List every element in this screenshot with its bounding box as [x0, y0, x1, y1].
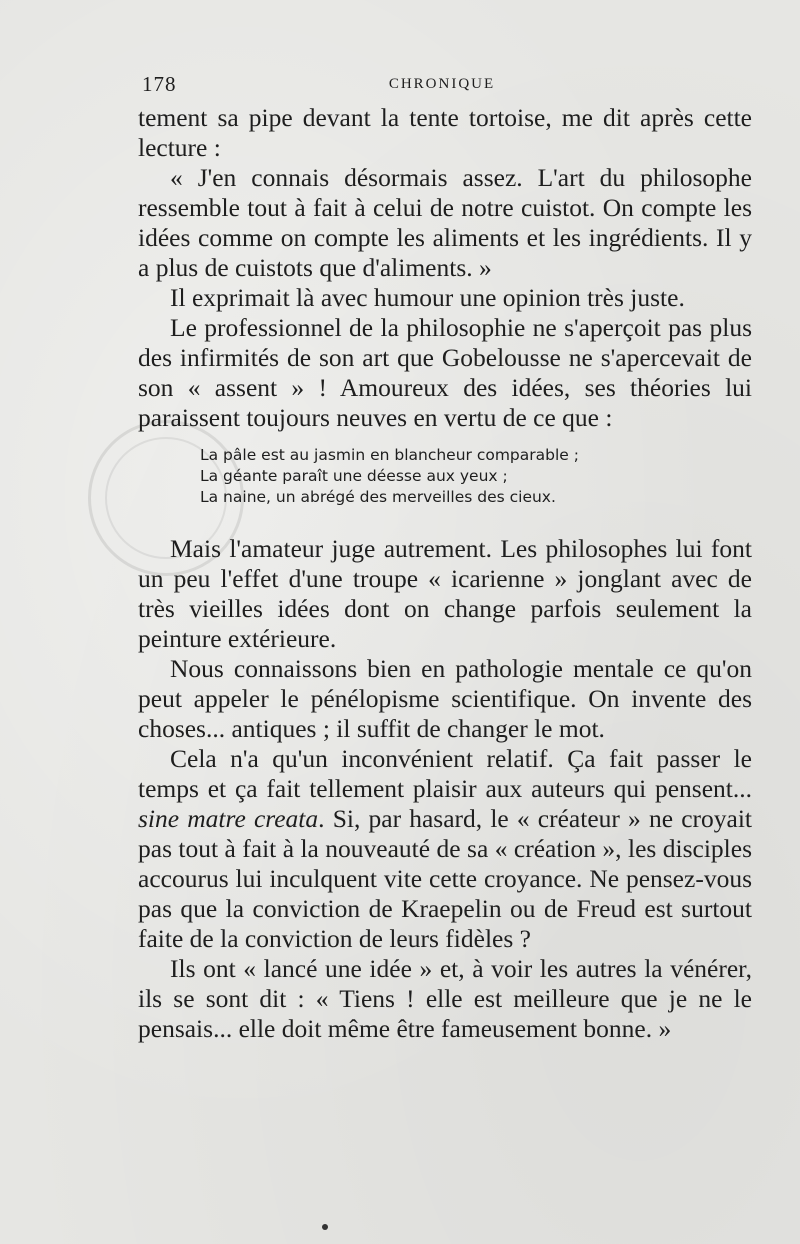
paragraph-lance-une-idee: Ils ont « lancé une idée » et, à voir les autres la vénérer, ils se sont dit : « Tiens ! elle est meilleure que je ne le pensais... elle doit même être fameusement bonne. » — [138, 954, 752, 1043]
verse-line: La géante paraît une déesse aux yeux ; — [200, 467, 508, 485]
paragraph-continuation: tement sa pipe devant la tente tortoise, me dit après cette lecture : — [138, 103, 752, 162]
footer-dot — [322, 1224, 328, 1230]
paragraph-quote-cuistot: « J'en connais désormais assez. L'art du philosophe ressemble tout à fait à celui de notre cuistot. On compte les idées comme on compte les aliments et les ingrédients. Il y a plus de cuistots que d'aliments. » — [138, 163, 752, 282]
paragraph-penelopisme: Nous connaissons bien en pathologie mentale ce qu'on peut appeler le pénélopisme scientifique. On invente des choses... antiques ; il suffit de changer le mot. — [138, 654, 752, 743]
page-header — [142, 72, 742, 96]
verse-quote — [200, 445, 752, 508]
body-text — [138, 103, 752, 1044]
paragraph-professionnel: Le professionnel de la philosophie ne s'aperçoit pas plus des infirmités de son art que Gobelousse ne s'apercevait de son « assent » ! Amoureux des idées, ses théories lui paraissent toujours neuves en vertu de ce que : — [138, 313, 752, 432]
paragraph-inconvenient — [138, 744, 752, 954]
running-head: CHRONIQUE — [388, 76, 496, 92]
inconvenient-text-end: . Si, par hasard, le « créateur » ne croyait pas tout à fait à la nouveauté de sa « création », les disciples accourus lui inculquent vite cette croyance. Ne pensez-vous pas que la conviction de Kraepelin ou de Freud est surtout faite de la conviction de leurs fidèles ? — [138, 804, 752, 953]
paragraph-amateur: Mais l'amateur juge autrement. Les philosophes lui font un peu l'effet d'une troupe « icarienne » jonglant avec de très vieilles idées dont on change parfois seulement la peinture extérieure. — [138, 534, 752, 653]
latin-phrase: sine matre creata — [138, 804, 319, 833]
verse-line: La pâle est au jasmin en blancheur comparable ; — [200, 446, 579, 464]
paragraph-humour: Il exprimait là avec humour une opinion très juste. — [170, 283, 685, 312]
inconvenient-text-start: Cela n'a qu'un inconvénient relatif. Ça fait passer le temps et ça fait tellement plaisir aux auteurs qui pensent... — [138, 744, 752, 803]
verse-line: La naine, un abrégé des merveilles des cieux. — [200, 488, 556, 506]
page-number: 178 — [142, 72, 177, 96]
